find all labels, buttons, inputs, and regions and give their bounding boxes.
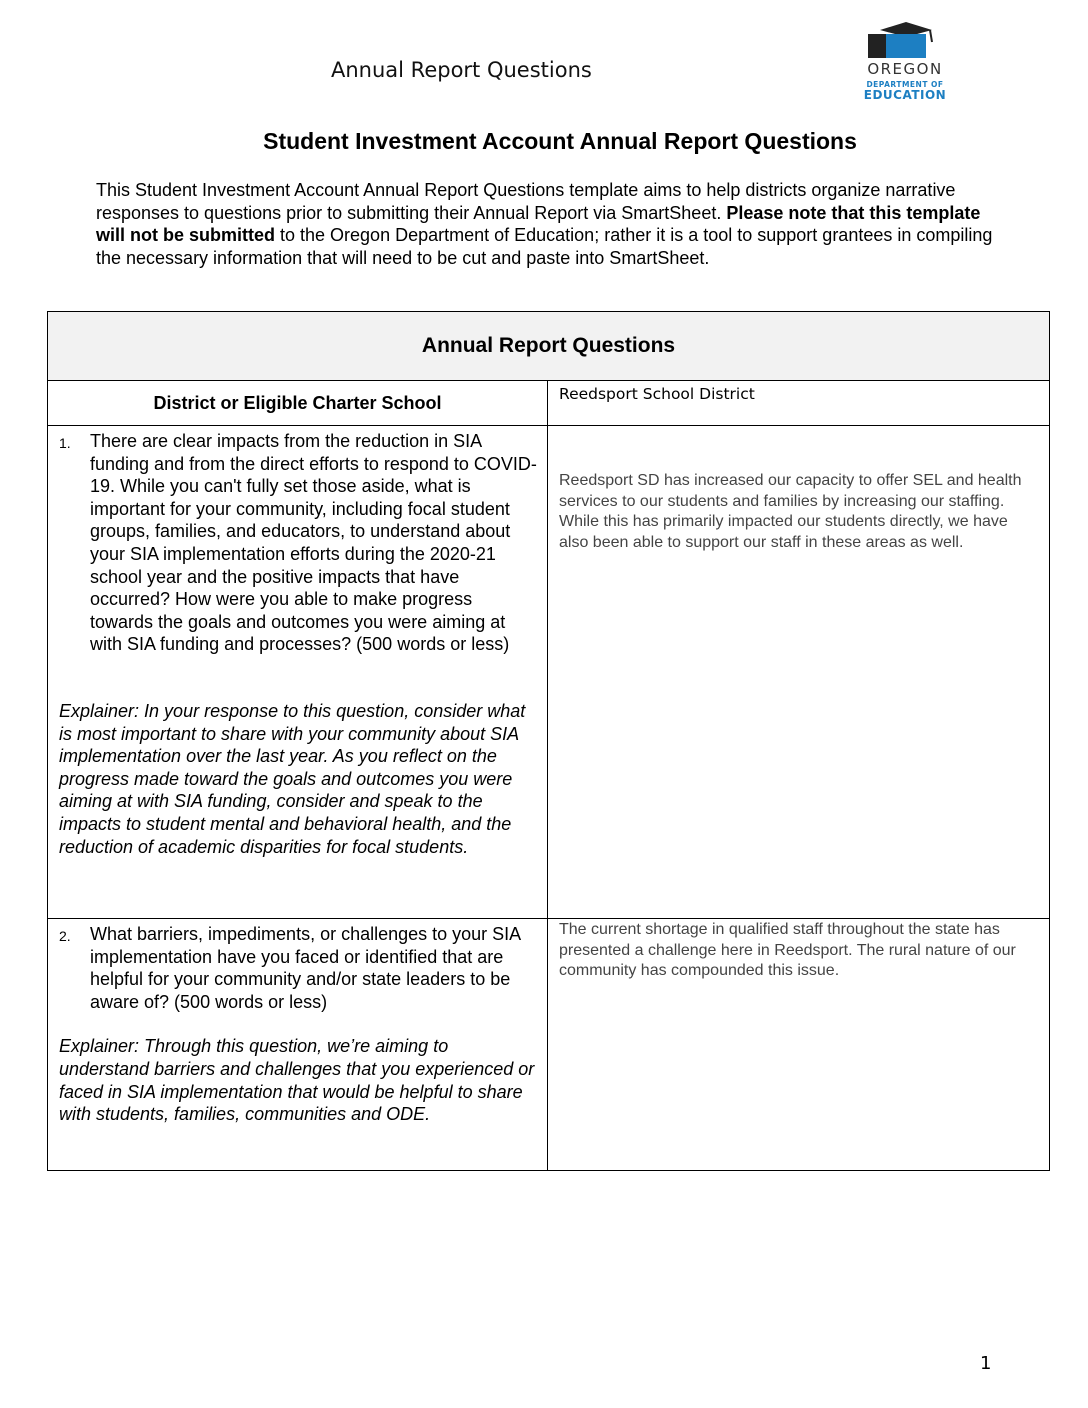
oregon-department-of-education-logo [860, 20, 950, 104]
intro-bold-note: Please note that this template will not be submitted [96, 202, 981, 245]
page-number: 1 [980, 1353, 992, 1374]
question-2-explainer: Explainer: Through this question, we’re aiming to understand barriers and challenges that you experienced or faced in SIA implementation that would be helpful to share with students, families, communities and ODE. [59, 1036, 535, 1125]
question-1-number: 1. [59, 435, 71, 451]
question-1-cell [48, 426, 548, 919]
page-header-title: Annual Report Questions [331, 58, 592, 82]
annual-report-table [47, 311, 1050, 1171]
question-2-text: What barriers, impediments, or challenges to your SIA implementation have you faced or identified that are helpful for your community and/or state leaders to be aware of? (500 words or less) [90, 924, 521, 1012]
logo-oregon-text: OREGON [867, 60, 943, 78]
question-2 [59, 923, 537, 1013]
question-1-explainer: Explainer: In your response to this question, consider what is most important to share with your community about SIA implementation over the last year. As you reflect on the progress made toward the goals and outcomes you were aiming at with SIA funding, consider and speak to the impacts to student mental and behavioral health, and the reduction of academic disparities for focal students. [59, 700, 526, 857]
intro-text-part1: This Student Investment Account Annual Report Questions template aims to help districts organize narrative responses to questions prior to submitting their Annual Report via SmartSheet. [96, 180, 956, 223]
district-label: District or Eligible Charter School [48, 381, 548, 426]
table-heading: Annual Report Questions [48, 312, 1050, 381]
graduation-cap-state-icon [860, 20, 950, 60]
document-title: Student Investment Account Annual Report Questions [263, 128, 857, 154]
question-2-cell [48, 919, 548, 1171]
question-1-text: There are clear impacts from the reduction in SIA funding and from the direct efforts to respond to COVID-19. While you can't fully set those aside, what is important for your community, including focal student groups, families, and educators, to understand about your SIA implementation efforts during the 2020-21 school year and the positive impacts that have occurred? How were you able to make progress towards the goals and outcomes you were aiming at with SIA funding and processes? (500 words or less) [90, 431, 537, 655]
question-1 [59, 430, 537, 656]
logo-department-text: DEPARTMENT OF [866, 80, 944, 89]
intro-paragraph [96, 179, 996, 269]
district-value-field[interactable]: Reedsport School District [548, 381, 1050, 426]
intro-text-part2: to the Oregon Department of Education; rather it is a tool to support grantees in compiling the necessary information that will need to be cut and paste into SmartSheet. [96, 225, 993, 268]
answer-1-field[interactable]: Reedsport SD has increased our capacity to offer SEL and health services to our students and families by increasing our staffing. While this has primarily impacted our students directly, we have also been able to support our staff in these areas as well. [548, 426, 1050, 919]
answer-2-field[interactable]: The current shortage in qualified staff throughout the state has presented a challenge here in Reedsport. The rural nature of our community has compounded this issue. [548, 919, 1050, 1171]
logo-education-text: EDUCATION [863, 88, 947, 102]
question-2-number: 2. [59, 928, 71, 944]
